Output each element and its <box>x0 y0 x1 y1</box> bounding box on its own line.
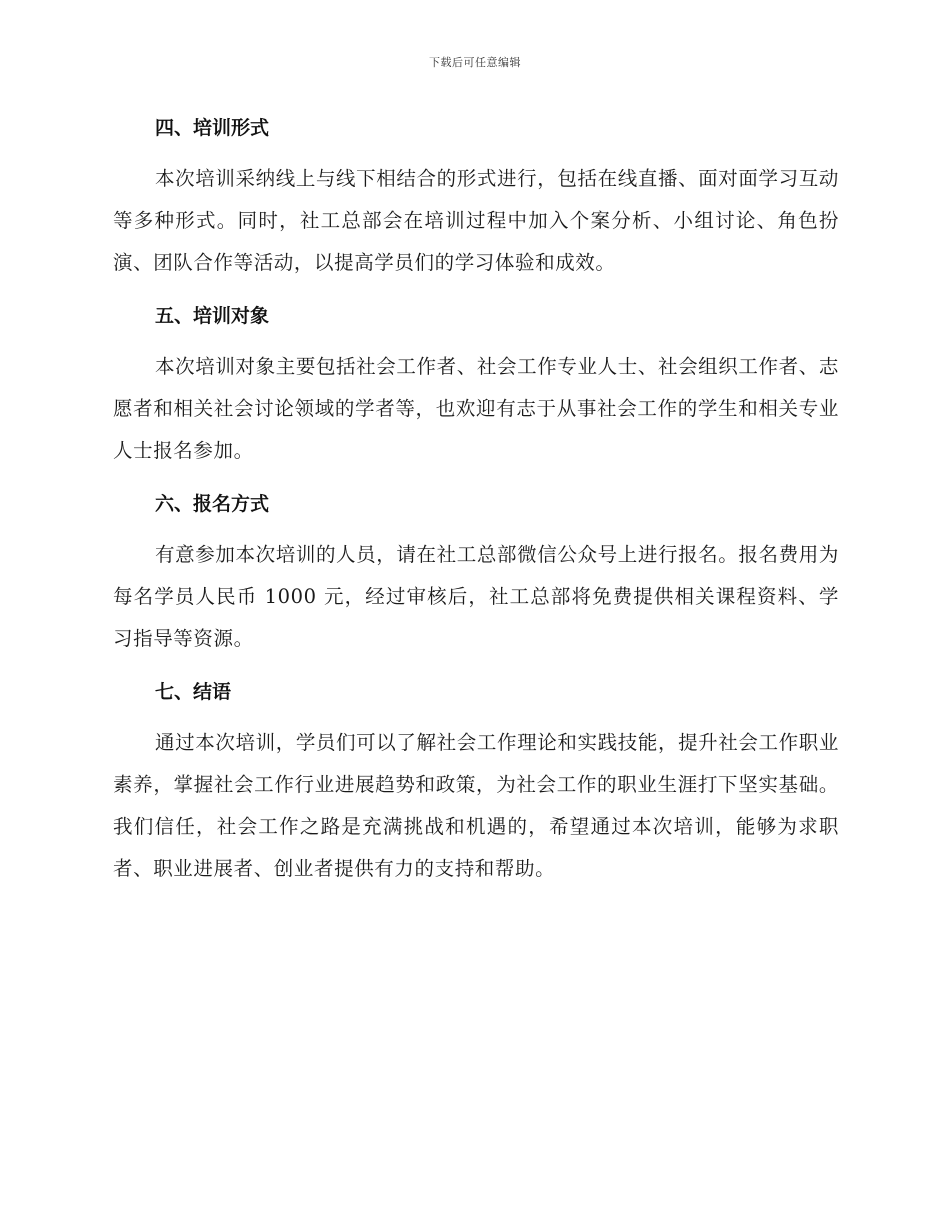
section-paragraph: 本次培训采纳线上与线下相结合的形式进行，包括在线直播、面对面学习互动等多种形式。同时，社工总部会在培训过程中加入个案分析、小组讨论、角色扮演、团队合作等活动，以提高学员们的学习体验和成效。 <box>113 167 839 274</box>
section-paragraph: 本次培训对象主要包括社会工作者、社会工作专业人士、社会组织工作者、志愿者和相关社会讨论领域的学者等，也欢迎有志于从事社会工作的学生和相关专业人士报名参加。 <box>113 355 839 462</box>
section-heading: 七、结语 <box>155 681 232 703</box>
page-header: 下载后可任意编辑 <box>429 56 521 69</box>
section-registration <box>113 488 839 660</box>
section-heading: 五、培训对象 <box>155 305 270 327</box>
document-body <box>113 112 839 906</box>
section-training-format <box>113 112 839 284</box>
section-heading: 四、培训形式 <box>155 117 270 139</box>
section-heading: 六、报名方式 <box>155 493 270 515</box>
section-conclusion <box>113 676 839 890</box>
section-paragraph: 有意参加本次培训的人员，请在社工总部微信公众号上进行报名。报名费用为每名学员人民币 1000 元，经过审核后，社工总部将免费提供相关课程资料、学习指导等资源。 <box>113 543 839 650</box>
section-training-audience <box>113 300 839 472</box>
section-paragraph: 通过本次培训，学员们可以了解社会工作理论和实践技能，提升社会工作职业素养，掌握社会工作行业进展趋势和政策，为社会工作的职业生涯打下坚实基础。我们信任，社会工作之路是充满挑战和机遇的，希望通过本次培训，能够为求职者、职业进展者、创业者提供有力的支持和帮助。 <box>113 731 839 880</box>
